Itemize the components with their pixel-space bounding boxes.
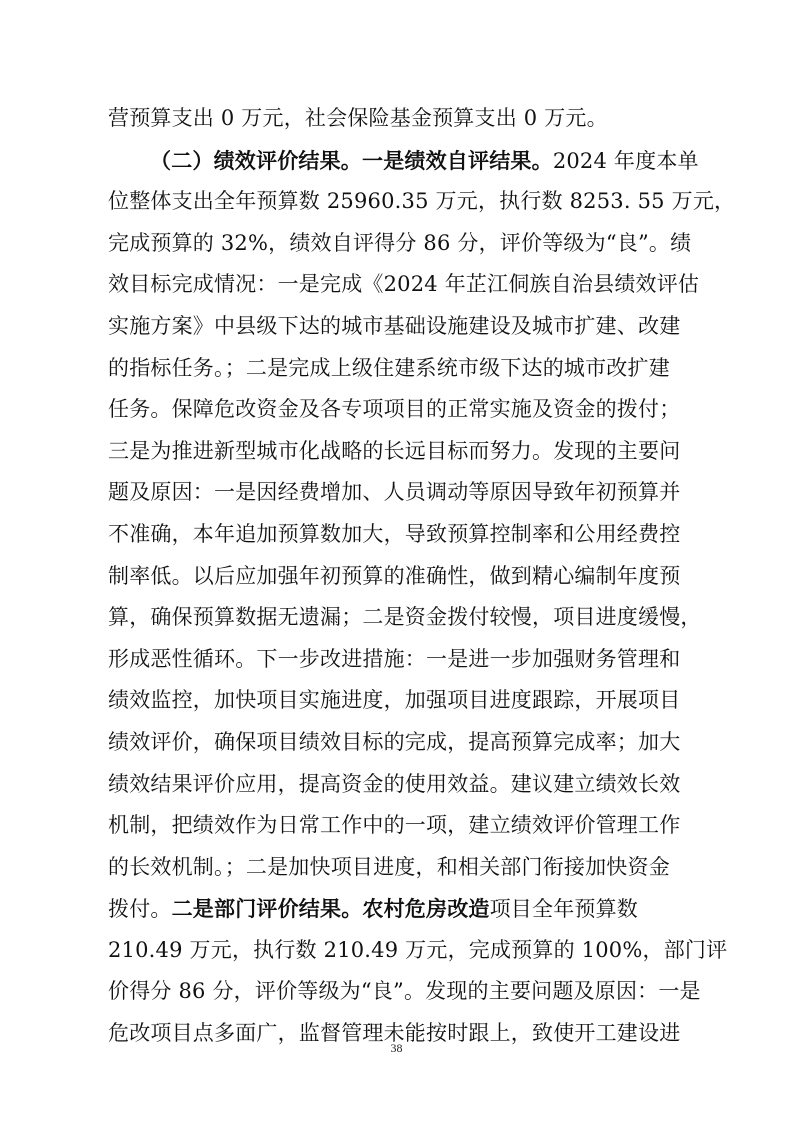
text-line: 绩效评价，确保项目绩效目标的完成，提高预算完成率；加大 xyxy=(108,729,681,754)
text-line: 拨付。二是部门评价结果。农村危房改造项目全年预算数 xyxy=(108,896,639,922)
text-line: 机制，把绩效作为日常工作中的一项，建立绩效评价管理工作 xyxy=(108,813,681,838)
text-line: 位整体支出全年预算数 25960.35 万元，执行数 8253. 55 万元， xyxy=(108,189,736,214)
text-line: 危改项目点多面广，监督管理未能按时跟上，致使开工建设进 xyxy=(108,1021,681,1046)
text-line: 效目标完成情况：一是完成《2024 年芷江侗族自治县绩效评估 xyxy=(108,272,700,297)
text-line: 的指标任务。；二是完成上级住建系统市级下达的城市改扩建 xyxy=(108,355,670,380)
text-line: 形成恶性循环。下一步改进措施：一是进一步加强财务管理和 xyxy=(108,646,681,671)
text-line: 绩效结果评价应用，提高资金的使用效益。建议建立绩效长效 xyxy=(108,771,681,796)
text-line: 不准确，本年追加预算数加大，导致预算控制率和公用经费控 xyxy=(108,521,681,546)
text-line: 的长效机制。；二是加快项目进度，和相关部门衔接加快资金 xyxy=(108,854,670,879)
page-number: 38 xyxy=(390,1041,403,1055)
text-line: 绩效监控，加快项目实施进度，加强项目进度跟踪，开展项目 xyxy=(108,688,681,713)
text-line: 题及原因：一是因经费增加、人员调动等原因导致年初预算并 xyxy=(108,480,681,505)
text-line: 任务。保障危改资金及各专项项目的正常实施及资金的拨付； xyxy=(108,397,681,422)
text-line: 完成预算的 32%，绩效自评得分 86 分，评价等级为“良”。绩 xyxy=(108,230,692,255)
text-line: 210.49 万元，执行数 210.49 万元，完成预算的 100%，部门评 xyxy=(108,937,728,962)
text-line: 实施方案》中县级下达的城市基础设施建设及城市扩建、改建 xyxy=(108,313,681,338)
subsection-heading: 二是部门评价结果。农村危房改造 xyxy=(171,896,490,922)
text-line: （二）绩效评价结果。一是绩效自评结果。2024 年度本单 xyxy=(150,147,699,173)
section-heading: （二）绩效评价结果。一是绩效自评结果。 xyxy=(150,147,553,173)
text-line: 制率低。以后应加强年初预算的准确性，做到精心编制年度预 xyxy=(108,563,681,588)
text-line: 营预算支出 0 万元，社会保险基金预算支出 0 万元。 xyxy=(108,106,608,130)
text-line: 价得分 86 分，评价等级为“良”。发现的主要问题及原因：一是 xyxy=(108,979,701,1004)
body-text xyxy=(108,98,736,1055)
text-line: 三是为推进新型城市化战略的长远目标而努力。发现的主要问 xyxy=(108,438,681,463)
text-line: 算，确保预算数据无遗漏；二是资金拨付较慢，项目进度缓慢， xyxy=(108,605,702,630)
